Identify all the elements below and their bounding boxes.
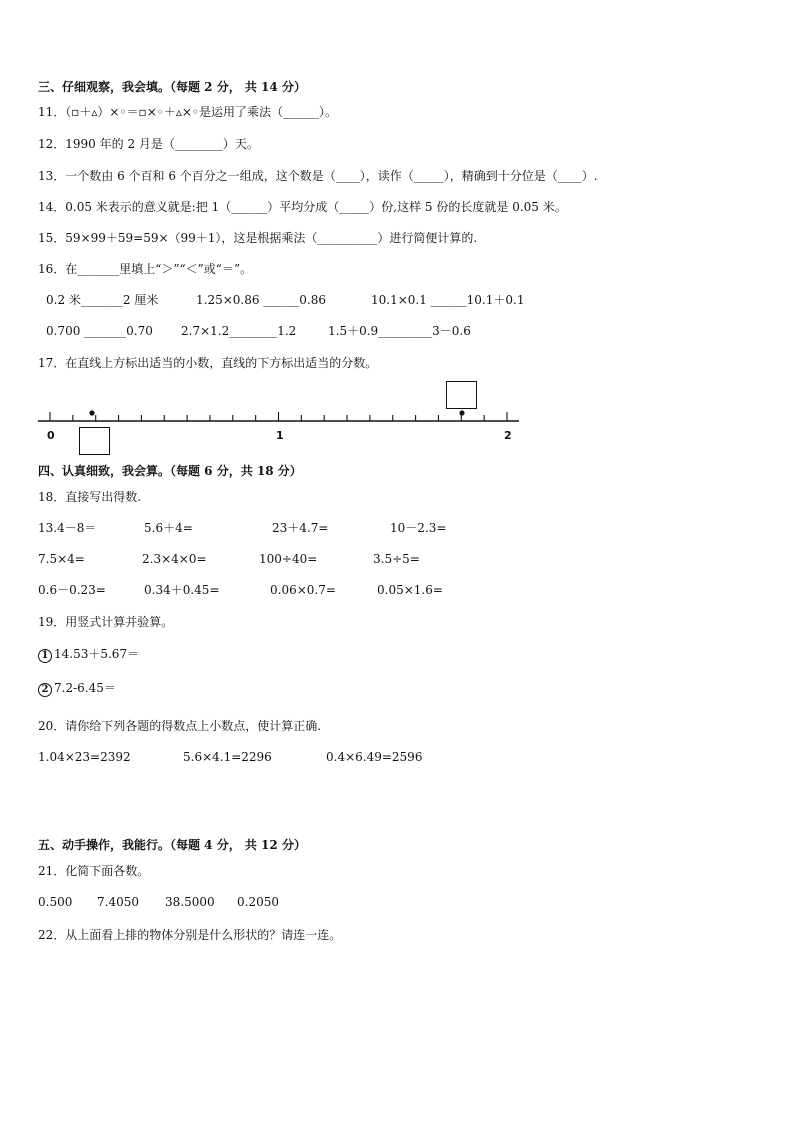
simplify-item: 38.5000: [165, 895, 215, 909]
simplify-item: 0.500: [38, 895, 73, 909]
question-16: 16．在_______里填上“＞”“＜”或“＝”。: [38, 262, 253, 276]
question-21: 21．化简下面各数。: [38, 864, 150, 878]
calc-item: 13.4－8＝: [38, 521, 97, 535]
compare-item: 1.5＋0.9_________3－0.6: [328, 324, 471, 338]
calc-item: 5.6＋4=: [144, 521, 193, 535]
decimal-item: 1.04×23=2392: [38, 750, 131, 764]
question-12: 12．1990 年的 2 月是（________）天。: [38, 137, 259, 151]
question-17: 17．在直线上方标出适当的小数，直线的下方标出适当的分数。: [38, 356, 378, 370]
compare-item: 0.700 _______0.70: [46, 324, 153, 338]
decimal-item: 5.6×4.1=2296: [183, 750, 272, 764]
number-line-label: 1: [276, 429, 284, 442]
calc-item: 7.5×4=: [38, 552, 85, 566]
calc-item: 0.6－0.23=: [38, 583, 106, 597]
question-14: 14．0.05 米表示的意义就是:把 1（______）平均分成（_____）份,这样 5 份的长度就是 0.05 米。: [38, 200, 567, 214]
answer-box-above[interactable]: [446, 381, 477, 409]
calc-item: 0.05×1.6=: [377, 583, 443, 597]
simplify-item: 0.2050: [237, 895, 279, 909]
number-line-point: [459, 410, 464, 415]
section3-heading: 三、仔细观察，我会填。（每题 2 分， 共 14 分）: [38, 80, 306, 94]
section4-heading: 四、认真细致，我会算。（每题 6 分，共 18 分）: [38, 464, 302, 478]
number-line-point: [89, 410, 94, 415]
simplify-item: 7.4050: [97, 895, 139, 909]
compare-item: 1.25×0.86 ______0.86: [196, 293, 327, 307]
question-18: 18．直接写出得数.: [38, 490, 142, 504]
question-15: 15．59×99＋59=59×（99＋1），这是根据乘法（__________）进行简便计算的.: [38, 231, 478, 245]
compare-item: 2.7×1.2________1.2: [181, 324, 297, 338]
vertical-calc-item: [38, 646, 139, 663]
compare-item: 10.1×0.1 ______10.1＋0.1: [371, 293, 525, 307]
calc-item: 23＋4.7=: [272, 521, 329, 535]
question-20: 20．请你给下列各题的得数点上小数点，使计算正确.: [38, 719, 322, 733]
question-11: 11．（▫＋▵）×◦＝▫×◦＋▵×◦是运用了乘法（______）。: [38, 105, 337, 119]
section5-heading: 五、动手操作，我能行。（每题 4 分， 共 12 分）: [38, 838, 306, 852]
circled-number: 2: [38, 683, 52, 697]
vertical-calc-item: [38, 680, 116, 697]
question-22: 22．从上面看上排的物体分别是什么形状的？请连一连。: [38, 928, 342, 942]
calc-item: 0.34＋0.45=: [144, 583, 220, 597]
question-13: 13．一个数由 6 个百和 6 个百分之一组成，这个数是（____），读作（_____），精确到十分位是（____）.: [38, 169, 598, 183]
calc-item: 3.5÷5=: [373, 552, 420, 566]
number-line-svg: [0, 0, 794, 460]
calc-item: 100÷40=: [259, 552, 318, 566]
decimal-item: 0.4×6.49=2596: [326, 750, 423, 764]
circled-number: 1: [38, 649, 52, 663]
calc-item: 10－2.3=: [390, 521, 447, 535]
compare-item: 0.2 米_______2 厘米: [46, 293, 159, 307]
vertical-calc-text: 14.53＋5.67＝: [54, 647, 140, 661]
vertical-calc-text: 7.2-6.45＝: [54, 681, 116, 695]
calc-item: 2.3×4×0=: [142, 552, 207, 566]
calc-item: 0.06×0.7=: [270, 583, 336, 597]
number-line-label: 2: [504, 429, 512, 442]
number-line-ticks: [50, 412, 507, 421]
answer-box-below[interactable]: [79, 427, 110, 455]
question-19: 19．用竖式计算并验算。: [38, 615, 174, 629]
number-line-label: 0: [47, 429, 55, 442]
